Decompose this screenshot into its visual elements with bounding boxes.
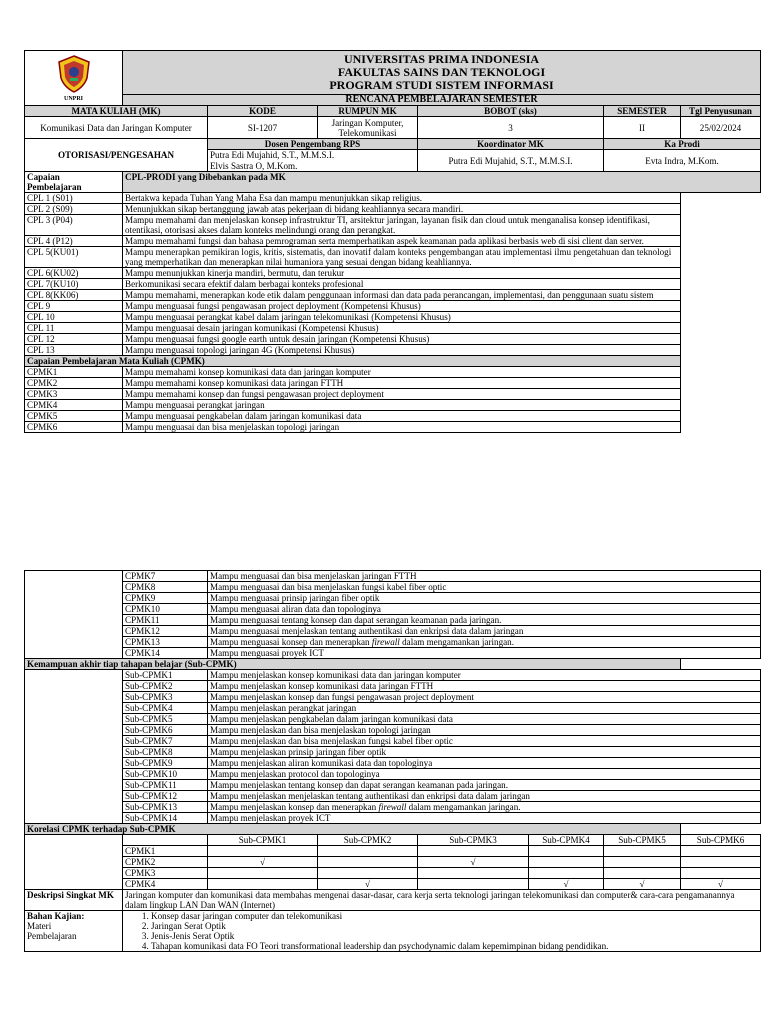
korelasi-col-head: Sub-CPMK5 xyxy=(604,835,681,846)
subcpmk-row xyxy=(25,802,761,813)
check-mark: √ xyxy=(418,857,529,868)
koordinator-head: Koordinator MK xyxy=(418,139,604,150)
korelasi-row-label: CPMK4 xyxy=(123,879,208,890)
korelasi-row-label: CPMK1 xyxy=(123,846,208,857)
subcpmk-text: Mampu menjelaskan dan bisa menjelaskan fungsi kabel fiber optic xyxy=(208,736,761,747)
subcpmk-row xyxy=(25,681,761,692)
text-part: Mampu menguasai konsep dan menerapkan xyxy=(210,637,372,647)
subcpmk-code: Sub-CPMK1 xyxy=(123,670,208,681)
cpmk-a-code: CPMK1 xyxy=(25,367,123,378)
subcpmk-text: Mampu menjelaskan konsep komunikasi data dan jaringan komputer xyxy=(208,670,761,681)
bahan-content xyxy=(123,911,761,952)
cpl-row xyxy=(25,334,761,345)
cpl-code: CPL 5(KU01) xyxy=(25,247,123,268)
cpmk-b-row xyxy=(25,648,761,659)
cpl-code: CPL 4 (P12) xyxy=(25,236,123,247)
blank-left-cell xyxy=(25,692,123,703)
col-head-mk: MATA KULIAH (MK) xyxy=(25,106,208,117)
text-part: Mampu menjelaskan konsep dan menerapkan xyxy=(210,802,379,812)
subcpmk-text: Mampu menjelaskan menjelaskan tentang authentikasi dan enkripsi data dalam jaringan xyxy=(208,791,761,802)
cpmk-b-text: Mampu menguasai dan bisa menjelaskan fungsi kabel fiber optic xyxy=(208,582,761,593)
cpmk-a-row xyxy=(25,400,761,411)
text-emphasis: firewall xyxy=(378,802,407,812)
text-emphasis: firewall xyxy=(371,637,400,647)
subcpmk-section-head: Kemampuan akhir tiap tahapan belajar (Sub-CPMK) xyxy=(25,659,681,670)
blank-left-cell xyxy=(25,780,123,791)
cpmk-b-text: Mampu menguasai tentang konsep dan dapat serangan keamanan pada jaringan. xyxy=(208,615,761,626)
blank-left-cell xyxy=(25,813,123,824)
cpl-code: CPL 11 xyxy=(25,323,123,334)
cpl-text: Mampu menguasai fungsi pengawasan project deployment (Kompetensi Khusus) xyxy=(123,301,681,312)
empty-cell xyxy=(604,857,681,868)
cpmk-b-code: CPMK9 xyxy=(123,593,208,604)
empty-cell xyxy=(318,857,418,868)
cpmk-a-text: Mampu memahami konsep dan fungsi pengawasan project deployment xyxy=(123,389,681,400)
cpl-code: CPL 6(KU02) xyxy=(25,268,123,279)
cpmk-a-row xyxy=(25,411,761,422)
kaprodi-name: Evta Indra, M.Kom. xyxy=(604,150,761,172)
cpl-text: Menunjukkan sikap bertanggung jawab atas pekerjaan di bidang keahliannya secara mandiri. xyxy=(123,204,681,215)
korelasi-col-head: Sub-CPMK6 xyxy=(681,835,761,846)
cpl-row xyxy=(25,279,761,290)
cpl-code: CPL 1 (S01) xyxy=(25,193,123,204)
cpl-text: Mampu menerapkan pemikiran logis, kritis, sistematis, dan inovatif dalam konteks pengembangan atau implementasi ilmu pengetahuan dan teknologi yang memperhatikan dan menerapkan nilai humaniora yang sesuai dengan bidang keahliannya. xyxy=(123,247,681,268)
subcpmk-text: Mampu menjelaskan prinsip jaringan fiber optik xyxy=(208,747,761,758)
cpmk-a-code: CPMK4 xyxy=(25,400,123,411)
korelasi-col-head: Sub-CPMK4 xyxy=(529,835,604,846)
cpl-row xyxy=(25,301,761,312)
empty-cell xyxy=(418,846,529,857)
cpmk-b-text: Mampu menguasai dan bisa menjelaskan jaringan FTTH xyxy=(208,571,761,582)
subcpmk-row xyxy=(25,703,761,714)
subcpmk-text: Mampu menjelaskan tentang konsep dan dapat serangan keamanan pada jaringan. xyxy=(208,780,761,791)
subcpmk-row xyxy=(25,769,761,780)
cpl-text: Mampu memahami dan menjelaskan konsep infrastruktur TI, arsitektur jaringan, layanan fisik dan cloud untuk menganalisa konsep identifikasi, otentikasi, otorisasi akses dalam konteks melindungi orang dan perangkat. xyxy=(123,215,681,236)
subcpmk-text: Mampu menjelaskan proyek ICT xyxy=(208,813,761,824)
document-title: RENCANA PEMBELAJARAN SEMESTER xyxy=(123,95,761,106)
korelasi-row xyxy=(25,868,761,879)
blank-left-cell xyxy=(25,582,123,593)
empty-cell xyxy=(681,857,761,868)
subcpmk-row xyxy=(25,725,761,736)
blank-left-cell xyxy=(25,835,123,846)
subcpmk-code: Sub-CPMK8 xyxy=(123,747,208,758)
empty-cell xyxy=(529,868,604,879)
empty-cell xyxy=(604,868,681,879)
dosen-name-2: Elvis Sastra O, M.Kom. xyxy=(208,161,418,172)
cpmk-b-text: Mampu menguasai proyek ICT xyxy=(208,648,761,659)
cpmk-b-code: CPMK7 xyxy=(123,571,208,582)
col-head-kode: KODE xyxy=(208,106,318,117)
cpl-text: Berkomunikasi secara efektif dalam berbagai konteks profesional xyxy=(123,279,681,290)
subcpmk-code: Sub-CPMK4 xyxy=(123,703,208,714)
empty-cell xyxy=(318,868,418,879)
cpl-row xyxy=(25,312,761,323)
cpl-code: CPL 8(KK06) xyxy=(25,290,123,301)
subcpmk-row xyxy=(25,758,761,769)
col-head-semester: SEMESTER xyxy=(604,106,681,117)
bahan-list xyxy=(125,911,758,951)
blank-left-cell xyxy=(25,637,123,648)
dosen-name-1: Putra Edi Mujahid, S.T., M.M.S.I. xyxy=(208,150,418,161)
blank-left-cell xyxy=(25,846,123,857)
blank-left-cell xyxy=(25,714,123,725)
cpmk-b-text xyxy=(208,637,761,648)
cpl-row xyxy=(25,290,761,301)
cpmk-list-2 xyxy=(25,571,761,659)
bahan-item: 4. Tahapan komunikasi data FO Teori transformational leadership dan psychodynamic dalam kepemimpinan bidang pendidikan. xyxy=(151,941,758,951)
cpl-text: Mampu menguasai perangkat kabel dalam jaringan telekomunikasi (Kompetensi Khusus) xyxy=(123,312,681,323)
cpmk-b-code: CPMK13 xyxy=(123,637,208,648)
cpl-code: CPL 7(KU10) xyxy=(25,279,123,290)
blank-left-cell xyxy=(25,593,123,604)
subcpmk-text: Mampu menjelaskan pengkabelan dalam jaringan komunikasi data xyxy=(208,714,761,725)
blank-left-cell xyxy=(25,615,123,626)
cpl-text: Mampu menguasai topologi jaringan 4G (Kompetensi Khusus) xyxy=(123,345,681,356)
check-mark: √ xyxy=(208,857,318,868)
bahan-sub2: Pembelajaran xyxy=(27,931,77,941)
korelasi-row xyxy=(25,857,761,868)
subcpmk-row xyxy=(25,670,761,681)
logo-cell xyxy=(25,51,123,106)
empty-cell xyxy=(208,846,318,857)
cpl-code: CPL 9 xyxy=(25,301,123,312)
cpmk-a-row xyxy=(25,378,761,389)
cpl-text: Mampu menguasai desain jaringan komunikasi (Kompetensi Khusus) xyxy=(123,323,681,334)
korelasi-col-head: Sub-CPMK3 xyxy=(418,835,529,846)
subcpmk-code: Sub-CPMK6 xyxy=(123,725,208,736)
subcpmk-code: Sub-CPMK3 xyxy=(123,692,208,703)
korelasi-corner xyxy=(123,835,208,846)
subcpmk-row xyxy=(25,747,761,758)
subcpmk-code: Sub-CPMK10 xyxy=(123,769,208,780)
bahan-label: Bahan Kajian: xyxy=(27,911,85,921)
subcpmk-text: Mampu menjelaskan protocol dan topologinya xyxy=(208,769,761,780)
subcpmk-row xyxy=(25,813,761,824)
subcpmk-text: Mampu menjelaskan konsep komunikasi data jaringan FTTH xyxy=(208,681,761,692)
cpmk-b-code: CPMK11 xyxy=(123,615,208,626)
subcpmk-text: Mampu menjelaskan konsep dan fungsi pengawasan project deployment xyxy=(208,692,761,703)
subcpmk-list xyxy=(25,670,761,824)
empty-cell xyxy=(208,868,318,879)
cpmk-b-code: CPMK10 xyxy=(123,604,208,615)
cpmk-b-row xyxy=(25,582,761,593)
cpl-text: Bertakwa kepada Tuhan Yang Maha Esa dan mampu menunjukkan sikap religius. xyxy=(123,193,681,204)
bahan-label-cell xyxy=(25,911,123,952)
cpmk-a-row xyxy=(25,389,761,400)
deskripsi-label: Deskripsi Singkat MK xyxy=(25,890,123,911)
blank-left-cell xyxy=(25,791,123,802)
subcpmk-row xyxy=(25,780,761,791)
cpmk-b-text: Mampu menguasai aliran data dan topologinya xyxy=(208,604,761,615)
university-logo-icon xyxy=(54,54,94,94)
subcpmk-row xyxy=(25,736,761,747)
cpmk-a-text: Mampu menguasai perangkat jaringan xyxy=(123,400,681,411)
blank-left-cell xyxy=(25,802,123,813)
subcpmk-code: Sub-CPMK7 xyxy=(123,736,208,747)
cpl-text: Mampu menunjukkan kinerja mandiri, bermutu, dan terukur xyxy=(123,268,681,279)
blank-left-cell xyxy=(25,857,123,868)
deskripsi-text: Jaringan komputer dan komunikasi data membahas mengenai dasar-dasar, cara kerja serta teknologi jaringan telekomunikasi dan computer& cara-cara pengamanannya dalam lingkup LAN Dan WAN (Internet) xyxy=(123,890,761,911)
cpmk-b-row xyxy=(25,637,761,648)
check-mark: √ xyxy=(318,879,418,890)
cpmk-a-code: CPMK6 xyxy=(25,422,123,433)
subcpmk-code: Sub-CPMK11 xyxy=(123,780,208,791)
kaprodi-head: Ka Prodi xyxy=(604,139,761,150)
subcpmk-code: Sub-CPMK12 xyxy=(123,791,208,802)
cpl-row xyxy=(25,247,761,268)
cpmk-b-code: CPMK8 xyxy=(123,582,208,593)
cpmk-a-code: CPMK5 xyxy=(25,411,123,422)
subcpmk-code: Sub-CPMK9 xyxy=(123,758,208,769)
cpmk-b-row xyxy=(25,626,761,637)
blank-left-cell xyxy=(25,725,123,736)
cpmk-b-code: CPMK14 xyxy=(123,648,208,659)
university-header xyxy=(123,51,761,95)
korelasi-col-head: Sub-CPMK2 xyxy=(318,835,418,846)
korelasi-matrix xyxy=(25,835,761,890)
check-mark: √ xyxy=(529,879,604,890)
cpl-row xyxy=(25,323,761,334)
subcpmk-code: Sub-CPMK5 xyxy=(123,714,208,725)
cpmk-list-1 xyxy=(25,367,761,433)
empty-cell xyxy=(529,846,604,857)
empty-cell xyxy=(208,879,318,890)
bahan-item: 1. Konsep dasar jaringan computer dan telekomunikasi xyxy=(151,911,758,921)
university-name: UNIVERSITAS PRIMA INDONESIA xyxy=(343,52,540,66)
korelasi-row-label: CPMK2 xyxy=(123,857,208,868)
cpl-section-head: CPL-PRODI yang Dibebankan pada MK xyxy=(123,172,761,193)
bahan-sub1: Materi xyxy=(27,921,52,931)
cpmk-b-row xyxy=(25,593,761,604)
otorisasi-label: OTORISASI/PENGESAHAN xyxy=(25,139,208,172)
rps-table-top xyxy=(24,50,761,433)
blank-left-cell xyxy=(25,758,123,769)
cpmk-b-text: Mampu menguasai menjelaskan tentang authentikasi dan enkripsi data dalam jaringan xyxy=(208,626,761,637)
bahan-item: 3. Jenis-Jenis Serat Optik xyxy=(151,931,758,941)
korelasi-col-head: Sub-CPMK1 xyxy=(208,835,318,846)
korelasi-row-label: CPMK3 xyxy=(123,868,208,879)
blank-left-cell xyxy=(25,879,123,890)
course-code: SI-1207 xyxy=(208,117,318,139)
cpl-row xyxy=(25,268,761,279)
blank-left-cell xyxy=(25,670,123,681)
cpmk-a-code: CPMK3 xyxy=(25,389,123,400)
cpl-row xyxy=(25,236,761,247)
empty-cell xyxy=(681,846,761,857)
program-name: PROGRAM STUDI SISTEM INFORMASI xyxy=(329,78,554,92)
cpl-row xyxy=(25,204,761,215)
subcpmk-row xyxy=(25,692,761,703)
blank-left-cell xyxy=(25,736,123,747)
cpl-code: CPL 10 xyxy=(25,312,123,323)
koordinator-name: Putra Edi Mujahid, S.T., M.M.S.I. xyxy=(418,150,604,172)
course-date: 25/02/2024 xyxy=(681,117,761,139)
empty-cell xyxy=(529,857,604,868)
subcpmk-text xyxy=(208,802,761,813)
empty-cell xyxy=(318,846,418,857)
subcpmk-text: Mampu menjelaskan aliran komunikasi data dan topologinya xyxy=(208,758,761,769)
subcpmk-row xyxy=(25,714,761,725)
rps-table-bottom xyxy=(24,570,761,952)
cpmk-b-row xyxy=(25,615,761,626)
subcpmk-code: Sub-CPMK14 xyxy=(123,813,208,824)
blank-left-cell xyxy=(25,868,123,879)
bahan-item: 2. Jaringan Serat Optik xyxy=(151,921,758,931)
subcpmk-code: Sub-CPMK2 xyxy=(123,681,208,692)
cpmk-section-head: Capaian Pembelajaran Mata Kuliah (CPMK) xyxy=(25,356,681,367)
empty-cell xyxy=(604,846,681,857)
cpl-code: CPL 12 xyxy=(25,334,123,345)
blank-left-cell xyxy=(25,769,123,780)
blank-left-cell xyxy=(25,626,123,637)
empty-cell xyxy=(418,879,529,890)
cpl-code: CPL 3 (P04) xyxy=(25,215,123,236)
course-name: Komunikasi Data dan Jaringan Komputer xyxy=(25,117,208,139)
check-mark: √ xyxy=(681,879,761,890)
cpmk-a-text: Mampu menguasai dan bisa menjelaskan topologi jaringan xyxy=(123,422,681,433)
cpmk-a-row xyxy=(25,422,761,433)
cpmk-a-text: Mampu menguasai pengkabelan dalam jaringan komunikasi data xyxy=(123,411,681,422)
blank-left-cell xyxy=(25,681,123,692)
cpmk-b-code: CPMK12 xyxy=(123,626,208,637)
col-head-rumpun: RUMPUN MK xyxy=(318,106,418,117)
subcpmk-row xyxy=(25,791,761,802)
cpl-text: Mampu memahami fungsi dan bahasa pemrograman serta memperhatikan aspek keamanan pada aplikasi berbasis web di sisi client dan server. xyxy=(123,236,681,247)
course-semester: II xyxy=(604,117,681,139)
korelasi-row xyxy=(25,846,761,857)
cpl-list xyxy=(25,193,761,356)
cpl-text: Mampu memahami, menerapkan kode etik dalam penggunaan informasi dan data pada perancangan, implementasi, dan penggunaan suatu sistem xyxy=(123,290,681,301)
empty-cell xyxy=(418,868,529,879)
cpmk-a-text: Mampu memahami konsep komunikasi data jaringan FTTH xyxy=(123,378,681,389)
faculty-name: FAKULTAS SAINS DAN TEKNOLOGI xyxy=(337,65,546,79)
cpl-row xyxy=(25,215,761,236)
korelasi-row xyxy=(25,879,761,890)
course-bobot: 3 xyxy=(418,117,604,139)
empty-cell xyxy=(681,868,761,879)
cpl-row xyxy=(25,193,761,204)
blank-left-cell xyxy=(25,604,123,615)
text-part: dalam mengamankan jaringan. xyxy=(399,637,514,647)
blank-left-cell xyxy=(25,571,123,582)
cpmk-a-text: Mampu memahami konsep komunikasi data dan jaringan komputer xyxy=(123,367,681,378)
korelasi-section-head: Korelasi CPMK terhadap Sub-CPMK xyxy=(25,824,681,835)
dosen-head: Dosen Pengembang RPS xyxy=(208,139,418,150)
cpmk-a-row xyxy=(25,367,761,378)
subcpmk-text: Mampu menjelaskan perangkat jaringan xyxy=(208,703,761,714)
subcpmk-code: Sub-CPMK13 xyxy=(123,802,208,813)
cpmk-a-code: CPMK2 xyxy=(25,378,123,389)
blank-left-cell xyxy=(25,648,123,659)
subcpmk-text: Mampu menjelaskan dan bisa menjelaskan topologi jaringan xyxy=(208,725,761,736)
course-rumpun: Jaringan Komputer, Telekomunikasi xyxy=(318,117,418,139)
korelasi-header-row xyxy=(25,835,761,846)
col-head-tgl: Tgl Penyusunan xyxy=(681,106,761,117)
check-mark: √ xyxy=(604,879,681,890)
text-part: dalam mengamankan jaringan. xyxy=(406,802,521,812)
logo-text: UNPRI xyxy=(64,95,83,102)
cpl-code: CPL 13 xyxy=(25,345,123,356)
cpmk-b-text: Mampu menguasai prinsip jaringan fiber optik xyxy=(208,593,761,604)
blank-left-cell xyxy=(25,703,123,714)
cpmk-b-row xyxy=(25,604,761,615)
capaian-label: Capaian Pembelajaran xyxy=(25,172,123,193)
blank-left-cell xyxy=(25,747,123,758)
col-head-bobot: BOBOT (sks) xyxy=(418,106,604,117)
cpmk-b-row xyxy=(25,571,761,582)
cpl-code: CPL 2 (S09) xyxy=(25,204,123,215)
cpl-row xyxy=(25,345,761,356)
cpl-text: Mampu menguasai fungsi google earth untuk desain jaringan (Kompetensi Khusus) xyxy=(123,334,681,345)
